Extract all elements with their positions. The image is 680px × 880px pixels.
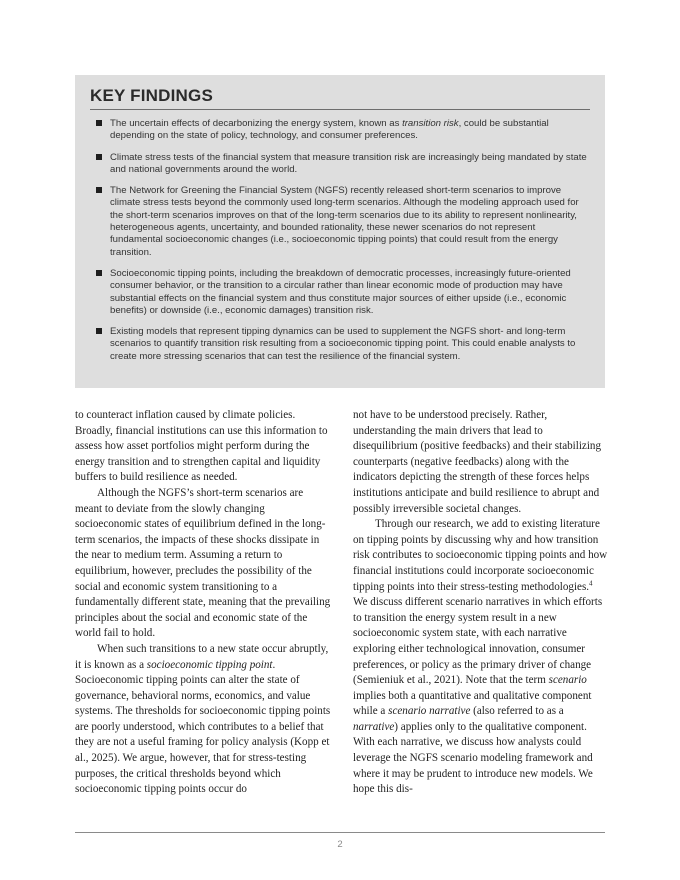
key-findings-box [75, 75, 605, 388]
body-emphasis: socioeconomic tipping point [146, 658, 273, 671]
body-text: . Socioeconomic tipping points can alter the state of governance, behavioral norms, economics, and value systems. The thresholds for socioeconomic tipping points are poorly understood, which contributes to a belief that they are not a useful framing for policy analysis (Kopp et al., 2025). We argue, however, that for stress-testing purposes, the critical thresholds beyond which socioeconomic tipping points occur do [75, 658, 331, 796]
key-finding-item [90, 326, 590, 363]
footnote-reference[interactable]: 4 [589, 578, 593, 587]
body-emphasis: narrative [353, 720, 395, 733]
key-findings-list [90, 118, 590, 363]
square-bullet-icon [96, 270, 102, 276]
key-finding-item [90, 268, 590, 317]
square-bullet-icon [96, 328, 102, 334]
body-text: (also referred to as a [470, 705, 564, 718]
body-text: We discuss different scenario narratives in which efforts to transition the energy system result in a new socioeconomic system state, with each narrative exploring either technological innovation, consumer preferences, or policy as the primary driver of change (Semieniuk et al., 2021). Note that the term [353, 596, 603, 687]
key-finding-item [90, 118, 590, 143]
square-bullet-icon [96, 120, 102, 126]
body-emphasis: scenario [548, 674, 587, 687]
body-paragraph: to counteract inflation caused by climate policies. Broadly, financial institutions can use this information to assess how asset portfolios might perform during the energy transition and to strengthen capital and liquidity buffers to build resilience as needed. [75, 409, 328, 484]
key-finding-item [90, 185, 590, 259]
body-column-left [75, 408, 331, 798]
key-finding-item [90, 152, 590, 177]
square-bullet-icon [96, 187, 102, 193]
key-finding-text: Climate stress tests of the financial system that measure transition risk are increasingly being mandated by state and national governments around the world. [110, 151, 587, 175]
footer-divider [75, 832, 605, 833]
body-text: When such transitions to a new state occur abruptly, it is known as a [75, 642, 329, 671]
square-bullet-icon [96, 154, 102, 160]
body-paragraph: Although the NGFS’s short-term scenarios are meant to deviate from the slowly changing socioeconomic states of equilibrium defined in the long-term scenarios, the impacts of these shocks dissipate in the near to medium term. Assuming a return to equilibrium, however, precludes the possibility of the social and economic system transitioning to a fundamentally different state, meaning that the prevailing principles about the social and economic state of the world fail to hold. [75, 486, 331, 640]
body-paragraph [353, 517, 609, 798]
body-emphasis: scenario narrative [388, 705, 471, 718]
body-column-right [353, 408, 609, 798]
body-text: Through our research, we add to existing literature on tipping points by discussing why and how transition risk contributes to socioeconomic tipping points and how financial institutions could incorporate socioeconomic tipping points into their stress-testing methodologies. [353, 518, 608, 593]
key-finding-text: Socioeconomic tipping points, including the breakdown of democratic processes, increasingly future-oriented consumer behavior, or the transition to a circular rather than linear economic mode of production may have substantial effects on the financial system and thus constitute major sources of either upside (i.e., economic benefits) or downside (i.e., economic damages) transition risk. [110, 267, 571, 316]
body-paragraph [75, 642, 331, 798]
key-finding-text: The Network for Greening the Financial System (NGFS) recently released short-term scenarios to improve climate stress tests beyond the commonly used long-term scenarios. Although the modeling approach used for the short-term scenarios improves on that of the long-term scenarios due to its ability to represent nonlinearity, heterogeneous agents, uncertainty, and bounded rationality, these newer scenarios do not represent fundamental socioeconomic changes (i.e., socioeconomic tipping points) that could result from the energy transition. [110, 185, 579, 258]
key-finding-text: Existing models that represent tipping dynamics can be used to supplement the NGFS short- and long-term scenarios to quantify transition risk resulting from a socioeconomic tipping point. This could enable analysts to create more stressing scenarios that can test the resilience of the financial system. [110, 326, 576, 362]
key-finding-text-b: , could be substantial depending on the state of policy, technology, and consumer preferences. [110, 118, 549, 142]
body-paragraph: not have to be understood precisely. Rather, understanding the main drivers that lead to disequilibrium (positive feedbacks) and their stabilizing counterparts (negative feedbacks) along with the indicators depicting the strength of these forces helps institutions anticipate and build resilience to abrupt and possibly irreversible societal changes. [353, 409, 602, 515]
key-findings-title: KEY FINDINGS [90, 86, 590, 110]
page-number: 2 [337, 839, 343, 850]
body-text: implies both a quantitative and qualitative component while a [353, 689, 592, 718]
key-finding-emphasis: transition risk [402, 118, 459, 129]
body-text: ) applies only to the qualitative component. With each narrative, we discuss how analysts could leverage the NGFS scenario modeling framework and where it may be prudent to introduce new models. We hope this dis- [353, 720, 593, 796]
key-finding-text-a: The uncertain effects of decarbonizing the energy system, known as [110, 118, 403, 129]
